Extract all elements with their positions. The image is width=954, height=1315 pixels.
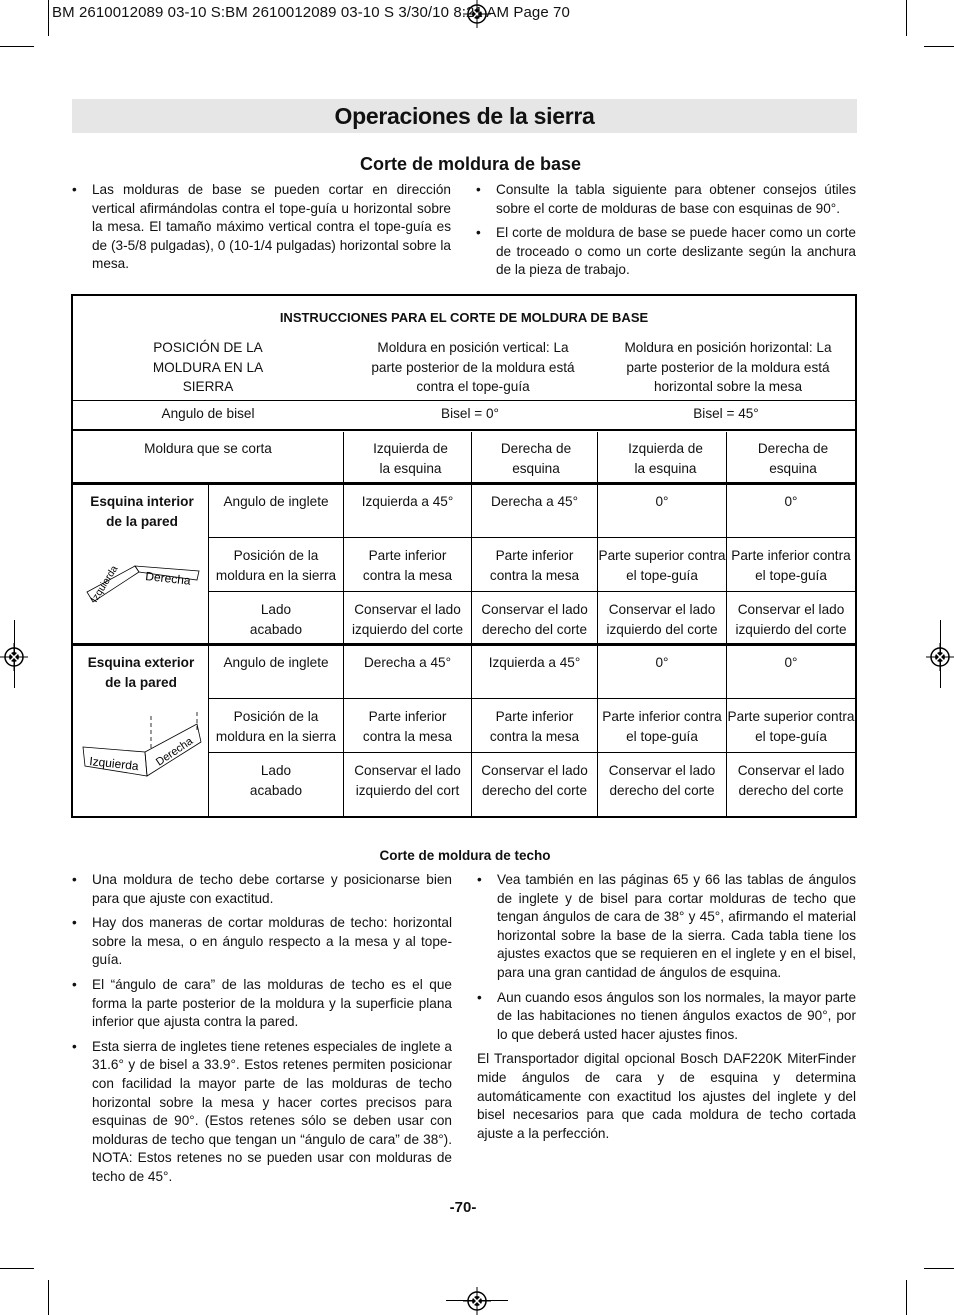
section-heading: Corte de moldura de base	[360, 154, 582, 174]
table-cell: Conservar el lado izquierdo del corte	[735, 602, 847, 637]
list-item: • Esta sierra de ingletes tiene retenes especiales de inglete a 31.6° y de bisel a 33.9°. Estos retenes permiten posicionar con facilidad la mayor parte de las molduras de techo horizontal sobre la mesa y hacer cortes precisos para esquinas de 90°. (Estos retenes sólo se deben usar con molduras de techo que tengan un “ángulo de cara” de 38°). NOTA: Estos retenes no se pueden usar con molduras de techo de 45°.	[72, 1038, 452, 1187]
position-label: POSICIÓN DE LA MOLDURA EN LA SIERRA	[152, 340, 264, 394]
bevel-angle-label: Angulo de bisel	[161, 406, 255, 421]
crown-right-column	[477, 871, 856, 1143]
list-item: • El “ángulo de cara” de las molduras de techo es el que forma la parte posterior de la moldura y la superficie plana inferior que ajusta contra la pared.	[72, 976, 452, 1032]
row-label: Lado acabado	[249, 602, 303, 637]
registration-mark-icon	[463, 1287, 491, 1315]
list-item: • Consulte la tabla siguiente para obtener consejos útiles sobre el corte de molduras de base con esquinas de 90°.	[476, 181, 856, 218]
table-cell: Parte superior contra el tope-guía	[727, 709, 855, 744]
crop-mark	[924, 46, 954, 47]
page-title: Operaciones de la sierra	[334, 103, 595, 129]
table-cell: Parte inferior contra la mesa	[362, 548, 453, 583]
list-item: • Aun cuando esos ángulos son los normales, la mayor parte de las habitaciones no tienen ángulos exactos de 90°, por lo que deberá usted hacer ajustes finos.	[477, 989, 856, 1045]
crop-mark	[0, 46, 34, 47]
outside-corner-diagram	[79, 712, 205, 782]
horizontal-position-label: Moldura en posición horizontal: La parte posterior de la moldura está horizontal sobre la mesa	[624, 340, 832, 394]
list-item: • Hay dos maneras de cortar molduras de techo: horizontal sobre la mesa, o en ángulo respecto a la mesa y al tope-guía.	[72, 914, 452, 970]
diagram-label-left: Izquierda	[88, 754, 140, 774]
row-label: Posición de la moldura en la sierra	[215, 709, 337, 744]
list-item: • Una moldura de techo debe cortarse y posicionarse bien para que ajuste con exactitud.	[72, 871, 452, 908]
crop-mark	[48, 1280, 49, 1315]
col-head: Izquierda de la esquina	[373, 441, 448, 476]
col-head: Izquierda de la esquina	[628, 441, 703, 476]
table-title: INSTRUCCIONES PARA EL CORTE DE MOLDURA DE BASE	[279, 310, 649, 325]
table-cell: Parte inferior contra el tope-guía	[731, 548, 851, 583]
table-cell: Izquierda a 45°	[361, 494, 454, 509]
table-cell: Parte inferior contra el tope-guía	[602, 709, 722, 744]
table-cell: 0°	[784, 494, 798, 509]
vertical-position-label: Moldura en posición vertical: La parte posterior de la moldura está contra el tope-guía	[371, 340, 575, 394]
molding-cut-label: Moldura que se corta	[144, 441, 272, 456]
print-slug: BM 2610012089 03-10 S:BM 2610012089 03-10 S 3/30/10 8:21 AM Page 70	[52, 4, 570, 21]
table-cell: Conservar el lado derecho del corte	[481, 763, 588, 798]
crown-heading: Corte de moldura de techo	[379, 848, 551, 863]
table-cell: Conservar el lado izquierdo del cort	[354, 763, 461, 798]
inside-corner-diagram	[79, 558, 205, 618]
diagram-label-left: Izquierda	[89, 563, 121, 605]
table-cell: Parte inferior contra la mesa	[489, 709, 580, 744]
row-label: Angulo de inglete	[223, 494, 329, 509]
base-left-column	[72, 181, 451, 280]
col-head: Derecha de esquina	[757, 441, 829, 476]
table-cell: Conservar el lado izquierdo del corte	[351, 602, 464, 637]
table-cell: Izquierda a 45°	[488, 655, 581, 670]
table-cell: Derecha a 45°	[490, 494, 579, 509]
table-cell: Conservar el lado derecho del corte	[608, 763, 716, 798]
base-right-column	[476, 181, 856, 286]
list-item: • Vea también en las páginas 65 y 66 las tablas de ángulos de inglete y de bisel para cortar molduras de techo que tengan ángulos de cara de 38° y 45°, afirmando el material horizontal sobre la base de la sierra. Cada tabla tiene los ajustes exactos que se requieren en el inglete y en el bisel, para una gran cantidad de ángulos de esquina.	[477, 871, 856, 983]
table-cell: 0°	[655, 655, 669, 670]
row-label: Posición de la moldura en la sierra	[215, 548, 337, 583]
group-label-exterior: Esquina exterior de la pared	[87, 655, 195, 690]
registration-mark-icon	[0, 643, 28, 671]
list-item: • El corte de moldura de base se puede hacer como un corte de troceado o como un corte deslizante según la anchura de la pieza de trabajo.	[476, 224, 856, 280]
table-cell: 0°	[784, 655, 798, 670]
diagram-label-right: Derecha	[144, 569, 192, 588]
crown-left-column	[72, 871, 452, 1193]
table-cell: Conservar el lado derecho del corte	[481, 602, 588, 637]
list-item: • Las molduras de base se pueden cortar en dirección vertical afirmándolas contra el tope-guía u horizontal sobre la mesa. El tamaño máximo vertical contra el tope-guía es de (3-5/8 pulgadas), 0 (10-1/4 pulgadas) horizontal sobre la mesa.	[72, 181, 451, 274]
registration-mark-icon	[926, 643, 954, 671]
base-molding-table	[71, 294, 857, 818]
crop-mark	[48, 0, 49, 36]
group-label-interior: Esquina interior de la pared	[90, 494, 194, 529]
bevel-45-label: Bisel = 45°	[693, 406, 759, 421]
table-cell: Derecha a 45°	[363, 655, 452, 670]
crop-mark	[906, 0, 907, 36]
page-number: -70-	[449, 1199, 477, 1216]
crop-mark	[0, 1268, 34, 1269]
table-cell: Parte superior contra el tope-guía	[598, 548, 726, 583]
diagram-label-right: Derecha	[153, 735, 196, 769]
table-cell: Conservar el lado derecho del corte	[737, 763, 845, 798]
table-cell: Conservar el lado izquierdo del corte	[606, 602, 718, 637]
row-label: Lado acabado	[249, 763, 303, 798]
table-cell: Parte inferior contra la mesa	[489, 548, 580, 583]
row-label: Angulo de inglete	[223, 655, 329, 670]
table-cell: Parte inferior contra la mesa	[362, 709, 453, 744]
paragraph: El Transportador digital opcional Bosch DAF220K MiterFinder mide ángulos de cara y de esquina y determina automáticamente con exactitud los ajustes del inglete y del bisel necesarios para que cada moldura de techo cortada ajuste a la perfección.	[477, 1051, 856, 1141]
col-head: Derecha de esquina	[500, 441, 572, 476]
bevel-0-label: Bisel = 0°	[441, 406, 499, 421]
table-cell: 0°	[655, 494, 669, 509]
crop-mark	[906, 1280, 907, 1315]
crop-mark	[924, 1268, 954, 1269]
